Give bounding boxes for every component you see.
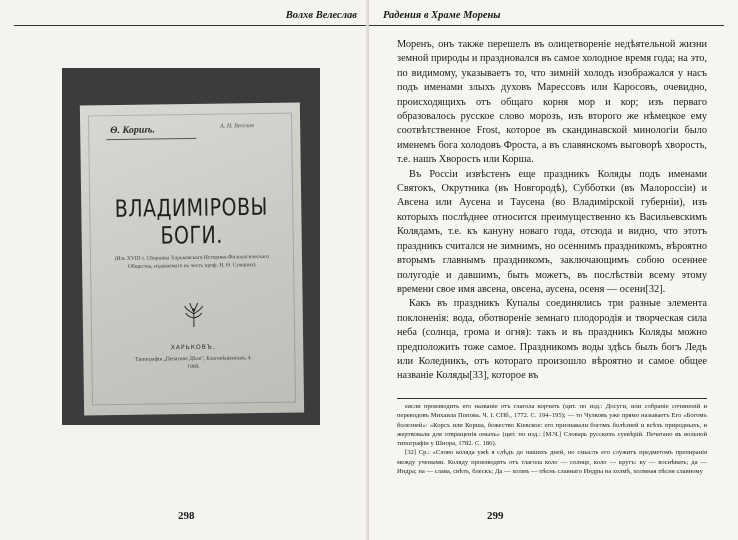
right-page [369,0,738,540]
running-head-left: Волхв Велеслав [285,10,357,21]
page-number-right: 299 [487,510,504,522]
cover-printer-name: Типографія „Печатное Дѣло", Благовѣщенская, 4. [135,355,252,363]
running-head-right: Радения в Храме Морены [383,10,501,21]
cover-stamp: А. Н. Веселов [220,123,254,130]
body-text [397,38,707,384]
cover-photo [62,68,320,425]
footnote: еясли производить его названіе отъ глагола корчить (цит. по изд.: Досуги, или собраніе сочиненій и переводовъ Михаила Попова. Ч. I. СПб., 1772. С. 194–195); — то Чулковъ уже прямо называетъ Его «Богомъ болезней»: «Корсъ или Корша, божество Кіевское: его признавали богомъ болѣзней и всѣхъ природныхъ, и жертвовали для отвращенія оныхъ» (цит. по изд.: [М.Ч.] Словарь русскихъ суевѣрій. Печатано въ вольной типографіи у Шнора, 1782. С. 186). [397,403,707,448]
ornament-icon [183,302,205,328]
book-cover [80,102,304,415]
header-rule [369,25,724,26]
cover-year: 1909. [187,363,200,371]
footnotes [397,402,707,476]
cover-author: Ѳ. Коршъ. [110,124,156,137]
paragraph: Какъ въ праздникъ Купалы соединялись три разные элемента поклоненія: вода, оботвореніе земнаго плодородія и творческая сила неба (солнца, грома и огня): такъ и въ праздникъ Коляды можно предположить тоже самое. Праздникомъ воды здѣсь былъ богъ Ледъ или Коледникъ, отъ котораго произошло вѣроятно и самое общее названіе Коляды[33], которое въ [397,298,707,382]
header-rule [14,25,369,26]
cover-printer [103,354,283,373]
cover-title: ВЛАДИМІРОВЫ БОГИ. [114,193,269,250]
footnote-rule [397,398,707,399]
cover-subtitle: (Изъ XVIII т. Сборника Харьковскаго Историко-Филологическаго Общества, издаваемаго въ честь проф. Н. Ѳ. Сумцова). [114,253,270,270]
cover-city: ХАРЬКОВЪ. [170,343,216,352]
footnote: [32] Ср.: «Слово коляда ужѣ я слѣдъ до нашихъ дней, но смыслъ его служитъ предметомъ препиранія между учеными. Коляду производятъ отъ глагола коло — солнце, коло — кругъ: ку — восиѣвать; да — Индра; на — слава, свѣтъ, блескъ; Да — холмъ — пѣснь славнаго Индры на холмѣ, холмная пѣсня славному [397,449,707,476]
paragraph: Моренъ, онъ также перешелъ въ олицетвореніе недѣятельной жизни земной природы и праздновался въ самое холодное время года; на это, по видимому, указываетъ то, что зимній холодъ изображался у насъ подъ именами злыхъ духовъ Марессовъ или Каросовъ, очевидно, происходящихъ отъ общаго корня мор и кор; изъ перваго образовалось русское слово морозъ, изъ второго же нѣмецкое ему соотвѣтственное Frost, которое въ скандинавской минологіи было именемъ бога холодовъ Фроста, а въ славянскомъ выговорѣ хворость, т.е. нашъ Хворость или Корша. [397,39,707,166]
page-number-left: 298 [178,510,195,522]
paragraph: Въ Россіи извѣстенъ еще праздникъ Коляды подъ именами Святокъ, Окрутника (въ Новгородѣ), Субботки (въ Малороссіи) и Авсена или Аусена и Таусена (во Владимірской губерніи), изъ которыхъ послѣднее относится преимущественно къ Васильевскимъ Колядамъ, т.е. къ кануну новаго года, отсюда и видно, что этотъ праздникъ считался не зимнимъ, но осеннимъ праздникомъ, вѣроятно вторымъ главнымъ праздникомъ, заключающимъ собою осеннее полугодіе и давшимъ, быть можетъ, въ послѣствіи всему этому времени свое имя авсена, овсена, аусена, осеня — осени[32]. [397,168,707,295]
